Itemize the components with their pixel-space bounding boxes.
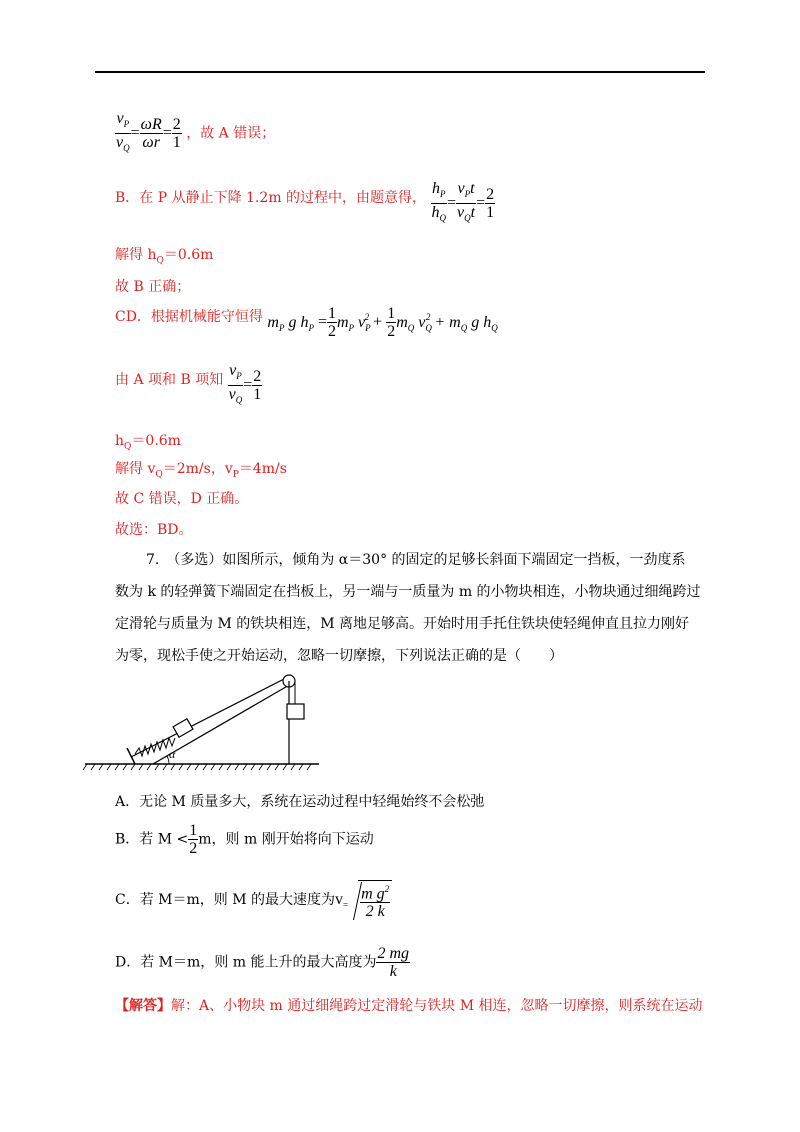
answer-choice-line: 故选：BD。 bbox=[115, 522, 193, 538]
b-statement-line: B．在 P 从静止下降 1.2m 的过程中，由题意得， $\frac{h_P}{h_Q}$ = $\frac{v_Pt}{v_Qt}$ = $\frac{2}{1}$ bbox=[115, 180, 495, 224]
fraction-vp-vq: $\frac{v_P}{v_Q}$ bbox=[116, 110, 130, 154]
question-7-line-1: 7. （多选）如图所示，倾角为 α＝30° 的固定的足够长斜面下端固定一挡板，一劲度系 bbox=[146, 552, 686, 568]
ratio-line: $\frac{v_P}{v_Q}$ = $\frac{\omega R}{\omega r}$ = $\frac{2}{1}$ ，故 A 错误； bbox=[115, 110, 275, 157]
hq-line: $h_Q=0.6m$ bbox=[115, 433, 181, 452]
fraction-wR-wr: $\frac{\omega R}{\omega r}$ bbox=[140, 116, 162, 152]
alpha-label: α bbox=[169, 747, 176, 761]
option-b: B．若 M < $\frac{1}{2}$ m，则 m 刚开始将向下运动 bbox=[115, 822, 374, 857]
question-7-line-4: 为零，现松手使之开始运动，忽略一切摩擦，下列说法正确的是（ ） bbox=[115, 648, 563, 664]
answer-line bbox=[115, 995, 703, 1015]
b-correct-line: 故 B 正确； bbox=[115, 279, 191, 295]
velocity-line: 解得 $v_Q=2m/s$，$v_P=4m/s$ bbox=[115, 461, 287, 480]
cd-conclusion-line: 故 C 错误，D 正确。 bbox=[115, 491, 249, 507]
question-7-line-2: 数为 k 的轻弹簧下端固定在挡板上，另一端与一质量为 m 的小物块相连，小物块通过细绳跨过 bbox=[115, 584, 701, 600]
header-rule bbox=[95, 71, 705, 73]
from-ab-line: 由 A 项和 B 项知 $\frac{v_P}{v_Q}$ = $\frac{2}{1}$ bbox=[115, 362, 262, 406]
solve-hq-line: 解得 $h_Q=0.6m$ bbox=[115, 247, 214, 266]
incline-spring-pulley-figure bbox=[83, 668, 323, 776]
fraction-2-1: $\frac{2}{1}$ bbox=[172, 116, 181, 152]
a-wrong-text: ，故 A 错误； bbox=[186, 125, 276, 142]
b-statement-text: B．在 P 从静止下降 1.2m 的过程中，由题意得， bbox=[115, 189, 427, 206]
answer-tag: 【解答】 bbox=[115, 998, 171, 1014]
energy-conservation-line: CD．根据机械能守恒得 $m_P$ g $h_P$ = $\frac{1}{2}$ $m_P$ $v_P^2$ + $\frac{1}{2}$ $m_Q$ $v_Q^2 + m_Q$ g $h_Q$ bbox=[115, 305, 498, 340]
option-c: C．若 M＝m，则 M 的最大速度为$v_=$ $\frac{m g^2}{2 k}$ bbox=[115, 880, 392, 920]
option-a: A．无论 M 质量多大，系统在运动过程中轻绳始终不会松弛 bbox=[115, 794, 485, 810]
answer-text: 解：A、小物块 m 通过细绳跨过定滑轮与铁块 M 相连，忽略一切摩擦，则系统在运动 bbox=[171, 998, 703, 1014]
option-d: D．若 M＝m，则 m 能上升的最大高度为 $\frac{2 mg}{k}$ bbox=[115, 945, 410, 980]
sqrt-expression: $\frac{m g^2}{2 k}$ bbox=[348, 880, 392, 920]
question-7-line-3: 定滑轮与质量为 M 的铁块相连，M 离地足够高。开始时用手托住铁块使轻绳伸直且拉力刚好 bbox=[115, 616, 690, 632]
